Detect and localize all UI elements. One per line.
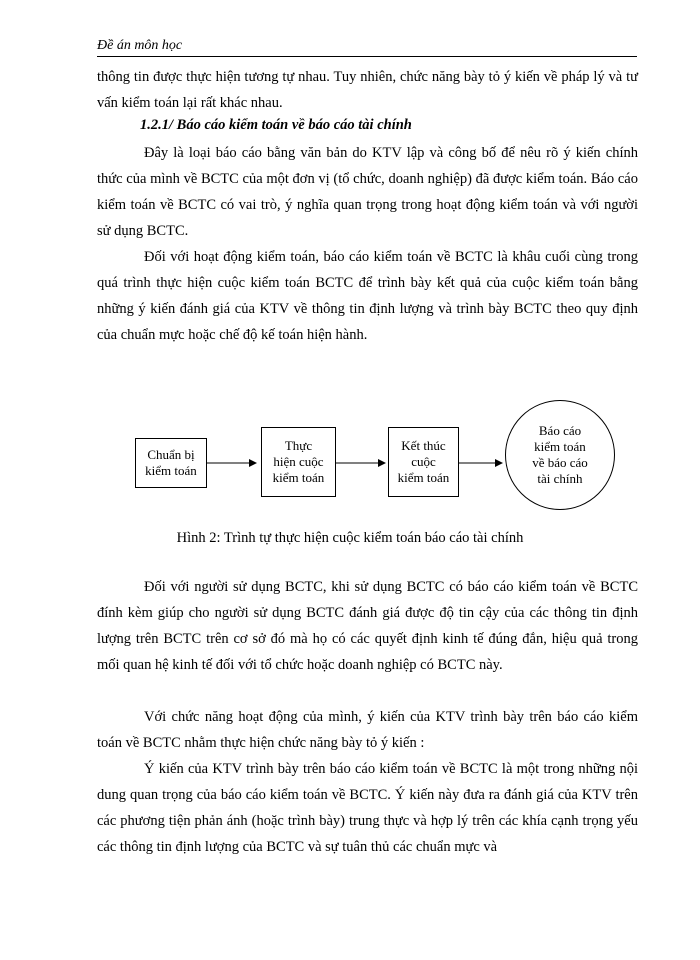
- step-finish-box: [388, 427, 459, 497]
- step-finish-line-2: cuộc: [411, 454, 436, 469]
- result-report-circle: [505, 400, 615, 510]
- step-finish-line-3: kiểm toán: [397, 470, 450, 485]
- step-finish-line-1: Kết thúc: [401, 438, 446, 453]
- step-prepare-line-2: kiểm toán: [145, 463, 197, 478]
- step-prepare-box: [135, 438, 207, 488]
- figure-caption: Hình 2: Trình tự thực hiện cuộc kiểm toán báo cáo tài chính: [176, 530, 524, 546]
- step-execute-box: [261, 427, 336, 497]
- process-diagram: [0, 380, 700, 530]
- paragraph-5: Ý kiến của KTV trình bày trên báo cáo kiểm toán về BCTC là một trong những nội dung quan trọng của báo cáo kiểm toán về BCTC. Ý kiến này đưa ra đánh giá của KTV trên các phương tiện phản ánh (hoặc trình bày) trung thực và hợp lý trên các khía cạnh trọng yếu các thông tin định lượng của BCTC và sự tuân thủ các chuẩn mực và: [97, 761, 638, 855]
- page-header: [97, 36, 637, 57]
- result-line-4: tài chính: [537, 471, 583, 486]
- paragraph-1: Đây là loại báo cáo bằng văn bản do KTV lập và công bố để nêu rõ ý kiến chính thức của mình về BCTC của một đơn vị (tổ chức, doanh nghiệp) đã được kiểm toán. Báo cáo kiểm toán về BCTC có vai trò, ý nghĩa quan trọng trong hoạt động kiểm toán và với người sử dụng BCTC.: [97, 145, 638, 239]
- paragraph-2: Đối với hoạt động kiểm toán, báo cáo kiểm toán về BCTC là khâu cuối cùng trong quá trình thực hiện cuộc kiểm toán BCTC để trình bày kết quả của cuộc kiểm toán bằng những ý kiến đánh giá của KTV về thông tin định lượng và trình bày BCTC theo quy định của chuẩn mực hoặc chế độ kế toán hiện hành.: [97, 249, 638, 343]
- result-line-1: Báo cáo: [538, 423, 582, 438]
- intro-paragraph: thông tin được thực hiện tương tự nhau. Tuy nhiên, chức năng bày tỏ ý kiến về pháp lý và tư vấn kiểm toán lại rất khác nhau.: [97, 69, 638, 111]
- step-execute-line-2: hiện cuộc: [273, 454, 324, 469]
- result-line-2: kiểm toán: [534, 439, 586, 454]
- step-execute-line-3: kiểm toán: [272, 470, 325, 485]
- paragraph-4: Với chức năng hoạt động của mình, ý kiến của KTV trình bày trên báo cáo kiểm toán về BCTC nhằm thực hiện chức năng bày tỏ ý kiến :: [97, 709, 638, 751]
- section-heading: 1.2.1/ Báo cáo kiểm toán về báo cáo tài chính: [140, 117, 412, 133]
- result-line-3: về báo cáo: [532, 455, 588, 470]
- step-prepare-line-1: Chuẩn bị: [147, 447, 195, 462]
- paragraph-3: Đối với người sử dụng BCTC, khi sử dụng BCTC có báo cáo kiểm toán về BCTC đính kèm giúp cho người sử dụng BCTC đánh giá được độ tin cậy của các thông tin định lượng trên BCTC trên cơ sở đó mà họ có các quyết định kinh tế đúng đắn, hiệu quả trong mối quan hệ kinh tế đối với tổ chức hoặc doanh nghiệp có BCTC này.: [97, 579, 638, 673]
- header-title: Đề án môn học: [97, 38, 183, 53]
- step-execute-line-1: Thực: [284, 438, 313, 453]
